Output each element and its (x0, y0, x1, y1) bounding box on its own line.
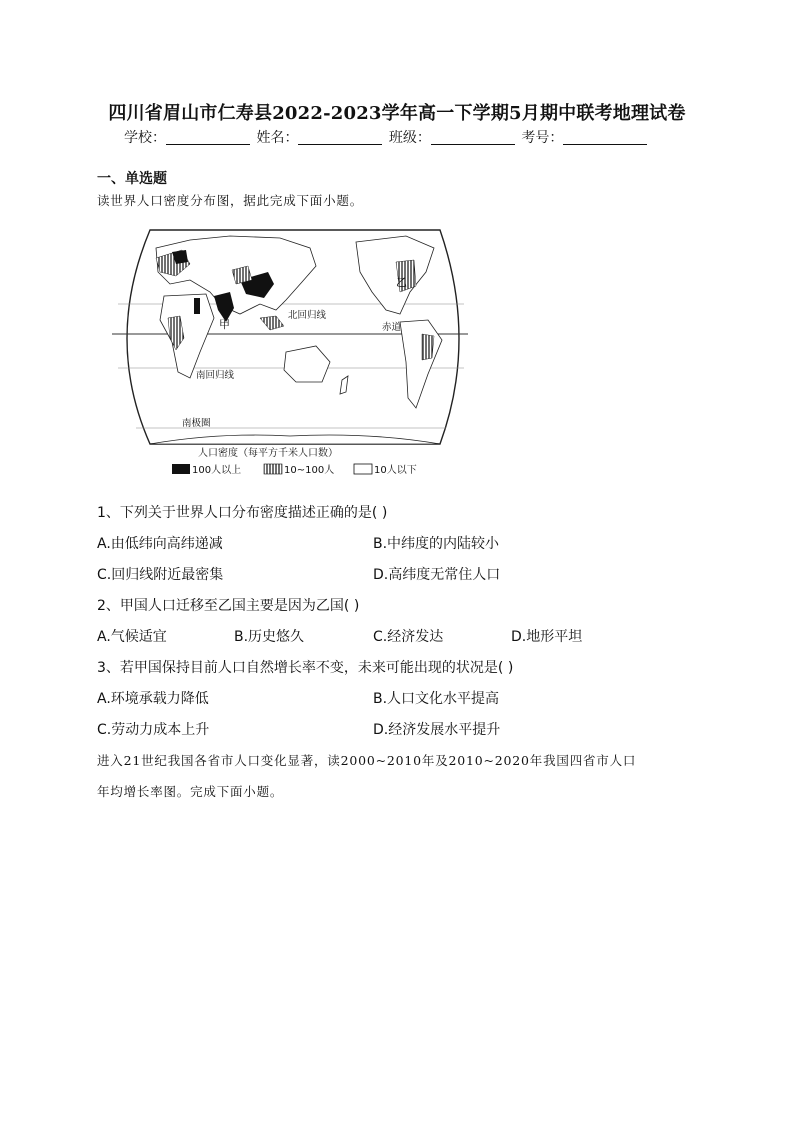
antarctic-circle-label: 南极圈 (182, 418, 211, 429)
label-yi: 乙 (396, 276, 407, 289)
student-info-line (124, 127, 649, 147)
class-label: 班级： (388, 130, 431, 146)
question-2-stem: 2、甲国人口迁移至乙国主要是因为乙国( ) (97, 598, 360, 614)
school-label: 学校： (124, 130, 166, 146)
legend-low-label: 10人以下 (374, 465, 417, 476)
question-1-stem: 1、下列关于世界人口分布密度描述正确的是( ) (97, 505, 388, 521)
equator-label: 赤道 (382, 322, 402, 333)
question-3-option-b[interactable]: B.人口文化水平提高 (373, 691, 500, 707)
question-1-option-d[interactable]: D.高纬度无常住人口 (373, 567, 501, 583)
population-density-map (110, 222, 470, 482)
school-blank[interactable] (166, 130, 250, 145)
number-label: 考号： (521, 130, 564, 146)
question-2-option-d[interactable]: D.地形平坦 (511, 629, 583, 645)
legend-mid-swatch (264, 464, 282, 474)
label-jia: 甲 (219, 318, 230, 331)
nile-high-density (194, 298, 200, 314)
number-blank[interactable] (563, 130, 647, 145)
question-3-option-c[interactable]: C.劳动力成本上升 (97, 722, 210, 738)
intro-text-2-line-2: 年均增长率图。完成下面小题。 (97, 784, 284, 799)
question-2-option-a[interactable]: A.气候适宜 (97, 629, 167, 645)
name-label: 姓名： (256, 130, 299, 146)
legend-high-label: 100人以上 (192, 465, 242, 476)
question-2-option-c[interactable]: C.经济发达 (373, 629, 444, 645)
legend-mid-label: 10~100人 (284, 465, 335, 476)
question-1-option-a[interactable]: A.由低纬向高纬递减 (97, 536, 223, 552)
tropic-cancer-label: 北回归线 (288, 310, 327, 321)
question-2-option-b[interactable]: B.历史悠久 (234, 629, 305, 645)
name-blank[interactable] (298, 130, 382, 145)
intro-text-2-line-1: 进入21世纪我国各省市人口变化显著，读2000~2010年及2010~2020年我国四省市人口 (97, 753, 637, 768)
legend-low-swatch (354, 464, 372, 474)
legend-high-swatch (172, 464, 190, 474)
question-3-option-d[interactable]: D.经济发展水平提升 (373, 722, 501, 738)
intro-text-1: 读世界人口密度分布图，据此完成下面小题。 (97, 193, 364, 208)
question-1-option-b[interactable]: B.中纬度的内陆较小 (373, 536, 500, 552)
question-3-option-a[interactable]: A.环境承载力降低 (97, 691, 209, 707)
tropic-capricorn-label: 南回归线 (196, 370, 235, 381)
question-3-stem: 3、若甲国保持目前人口自然增长率不变，未来可能出现的状况是( ) (97, 660, 514, 676)
question-1-option-c[interactable]: C.回归线附近最密集 (97, 567, 224, 583)
south-america-mid-density (422, 334, 434, 360)
class-blank[interactable] (431, 130, 515, 145)
legend-title: 人口密度（每平方千米人口数） (198, 448, 338, 459)
page-title: 四川省眉山市仁寿县2022-2023学年高一下学期5月期中联考地理试卷 (108, 103, 686, 124)
section-title: 一、单选题 (97, 171, 167, 187)
